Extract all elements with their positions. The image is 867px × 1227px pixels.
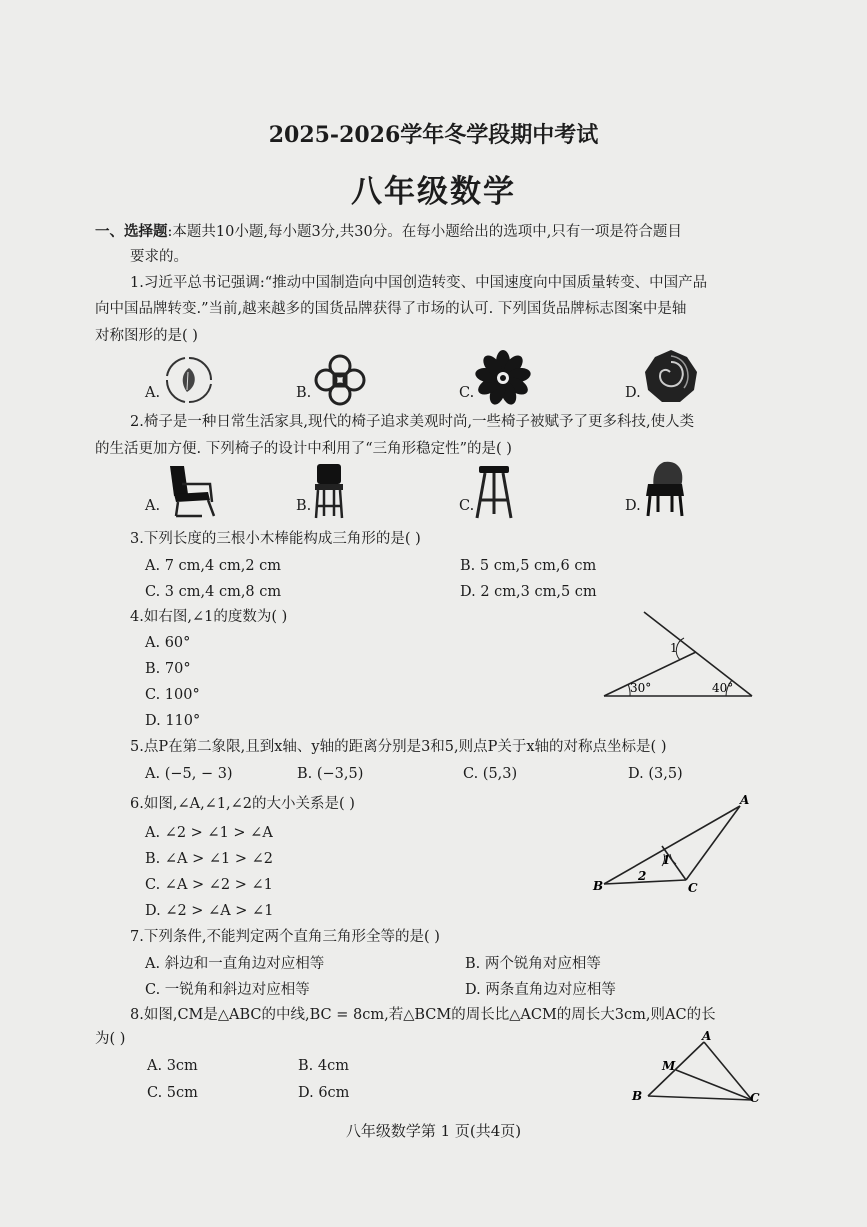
q2-line2: 的生活更加方便. 下列椅子的设计中利用了“三角形稳定性”的是( ) <box>95 441 512 457</box>
q4-option-d: D. 110° <box>145 713 201 729</box>
q3-option-d: D. 2 cm,3 cm,5 cm <box>460 584 597 600</box>
q5-option-c: C. (5,3) <box>463 766 518 782</box>
q4-angle-40-label: 40° <box>712 681 734 695</box>
q4-option-c: C. 100° <box>145 687 200 703</box>
q2-line1: 2.椅子是一种日常生活家具,现代的椅子追求美观时尚,一些椅子被赋予了更多科技,使人类 <box>130 414 695 430</box>
q7-option-c: C. 一锐角和斜边对应相等 <box>145 982 310 998</box>
q8-label-b: B <box>632 1089 643 1103</box>
section-instructions-line1: :本题共10小题,每小题3分,共30分。在每小题给出的选项中,只有一项是符合题目 <box>167 224 682 240</box>
exam-title: 2025-2026学年冬学段期中考试 <box>268 122 599 148</box>
q5-option-a: A. (−5, − 3) <box>145 766 233 782</box>
q8-label-m: M <box>662 1059 676 1073</box>
q4-option-a: A. 60° <box>145 635 191 651</box>
q4-right-side <box>644 612 752 696</box>
q8-option-d: D. 6cm <box>298 1085 350 1101</box>
section-heading: 一、选择题 <box>95 223 168 240</box>
q6-line-ba <box>604 806 740 884</box>
q2-option-a: A. <box>145 498 161 514</box>
q8-option-a: A. 3cm <box>147 1058 198 1074</box>
armchair-icon <box>640 460 690 518</box>
bar-stool-icon <box>311 462 347 520</box>
q5-stem: 5.点P在第二象限,且到x轴、y轴的距离分别是3和5,则点P关于x轴的对称点坐标是( ) <box>130 739 667 755</box>
q4-angle-30-label: 30° <box>630 681 652 695</box>
q6-option-d: D. ∠2 > ∠A > ∠1 <box>145 903 274 919</box>
q8-label-a: A <box>702 1029 712 1043</box>
exam-subject: 八年级数学 <box>351 174 516 210</box>
q6-label-c: C <box>688 881 698 895</box>
q6-label-a: A <box>740 793 750 807</box>
q8-line1: 8.如图,CM是△ABC的中线,BC = 8cm,若△BCM的周长比△ACM的周长大3cm,则AC的长 <box>130 1007 716 1023</box>
q3-stem: 3.下列长度的三根小木棒能构成三角形的是( ) <box>130 531 421 547</box>
q3-option-b: B. 5 cm,5 cm,6 cm <box>460 558 597 574</box>
q8-line-bc <box>648 1096 752 1100</box>
q6-line-ca <box>686 806 740 880</box>
page-footer: 八年级数学第 1 页(共4页) <box>345 1122 522 1140</box>
q4-triangle-figure <box>596 608 756 700</box>
q7-stem: 7.下列条件,不能判定两个直角三角形全等的是( ) <box>130 929 440 945</box>
logo-rose-icon <box>642 348 700 406</box>
q6-label-2: 2 <box>638 869 647 883</box>
logo-knot-icon <box>312 352 368 408</box>
q4-stem: 4.如右图,∠1的度数为( ) <box>130 609 288 625</box>
q2-option-b: B. <box>296 498 312 514</box>
q6-stem: 6.如图,∠A,∠1,∠2的大小关系是( ) <box>130 796 355 812</box>
q2-option-c: C. <box>459 498 475 514</box>
q8-option-c: C. 5cm <box>147 1085 198 1101</box>
q1-option-c: C. <box>459 385 475 401</box>
q2-option-d: D. <box>625 498 641 514</box>
q4-option-b: B. 70° <box>145 661 191 677</box>
office-chair-icon <box>162 462 218 518</box>
q6-label-1: 1 <box>662 853 671 867</box>
q1-line1: 1.习近平总书记强调:“推动中国制造向中国创造转变、中国速度向中国质量转变、中国产品 <box>130 275 708 291</box>
q3-option-a: A. 7 cm,4 cm,2 cm <box>145 558 282 574</box>
q1-option-b: B. <box>296 385 312 401</box>
q6-option-a: A. ∠2 > ∠1 > ∠A <box>145 825 273 841</box>
q1-option-a: A. <box>145 385 161 401</box>
logo-leaf-circle-icon <box>163 354 215 406</box>
q8-option-b: B. 4cm <box>298 1058 349 1074</box>
q1-option-d: D. <box>625 385 641 401</box>
q8-line2: 为( ) <box>95 1031 126 1047</box>
q8-triangle-figure <box>628 1030 768 1110</box>
q6-label-b: B <box>593 879 604 893</box>
section-instructions-line2: 要求的。 <box>130 249 188 265</box>
q1-line3: 对称图形的是( ) <box>95 328 198 344</box>
q7-option-d: D. 两条直角边对应相等 <box>465 982 616 998</box>
tripod-stool-icon <box>473 464 515 520</box>
q5-option-b: B. (−3,5) <box>297 766 364 782</box>
q6-triangle-figure <box>590 792 760 894</box>
logo-flower-icon <box>475 350 531 406</box>
q5-option-d: D. (3,5) <box>628 766 683 782</box>
q6-option-c: C. ∠A > ∠2 > ∠1 <box>145 877 273 893</box>
q8-label-c: C <box>750 1091 760 1105</box>
q8-line-ba <box>648 1042 704 1096</box>
section-instructions <box>95 223 682 241</box>
q1-line2: 向中国品牌转变.”当前,越来越多的国货品牌获得了市场的认可. 下列国货品牌标志图案中是轴 <box>95 301 687 317</box>
q3-option-c: C. 3 cm,4 cm,8 cm <box>145 584 282 600</box>
q7-option-b: B. 两个锐角对应相等 <box>465 956 601 972</box>
q6-option-b: B. ∠A > ∠1 > ∠2 <box>145 851 273 867</box>
q7-option-a: A. 斜边和一直角边对应相等 <box>145 956 325 972</box>
q4-angle-1-label: 1 <box>670 641 678 655</box>
